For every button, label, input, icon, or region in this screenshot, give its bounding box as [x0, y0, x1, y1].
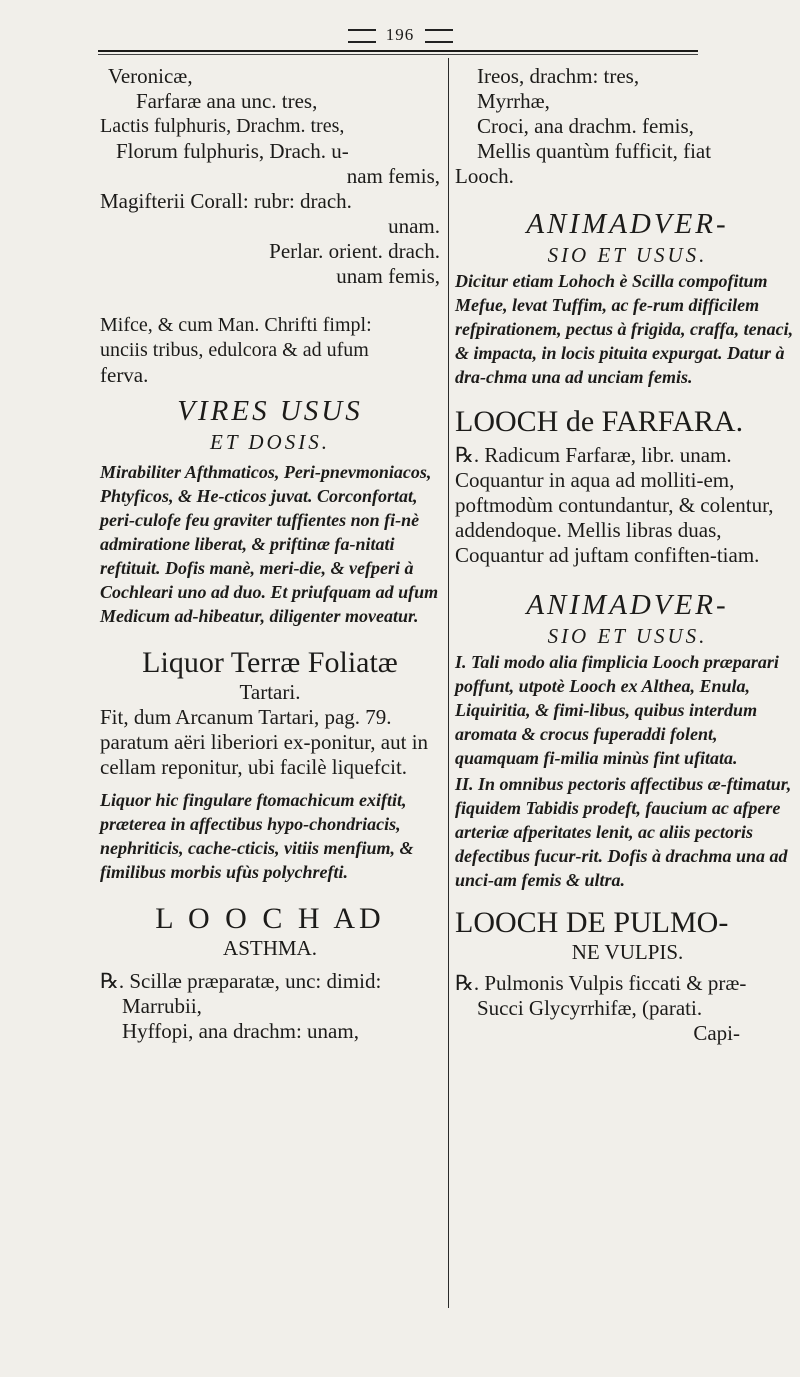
line: Myrrhæ, — [477, 89, 550, 113]
section-subheading: NE VULPIS. — [571, 940, 684, 964]
line: Farfaræ ana unc. tres, — [136, 89, 318, 113]
header-rule-thin — [98, 54, 698, 55]
line: ferva. — [100, 363, 149, 387]
line: unam femis, — [336, 264, 440, 288]
line: Ireos, drachm: tres, — [477, 64, 640, 88]
line: Perlar. orient. drach. — [269, 239, 440, 263]
section-heading: LOOCH de FARFARA. — [455, 405, 744, 438]
page-number: 196 — [385, 25, 415, 44]
line: Veronicæ, — [108, 64, 193, 88]
line: Marrubii, — [122, 994, 202, 1018]
line: Succi Glycyrrhifæ, (parati. — [477, 996, 703, 1020]
line: Hyffopi, ana drachm: unam, — [122, 1019, 359, 1043]
line: ℞. Scillæ præparatæ, unc: dimid: — [100, 969, 382, 993]
line: Magifterii Corall: rubr: drach. — [100, 189, 352, 213]
section-subheading: SIO ET USUS. — [547, 624, 708, 648]
paragraph: Dicitur etiam Lohoch è Scilla compofitum Mefue, levat Tuffim, ac fe-rum difficilem refpirationem, pectus à frigida, craffa, tenaci, & impacta, in locis pituita expurgat. Datur à dra-chma una ad unciam femis. — [455, 271, 794, 387]
section-heading: LOOCH DE PULMO- — [455, 906, 729, 939]
line: Croci, ana drachm. femis, — [477, 114, 694, 138]
line: nam femis, — [346, 164, 440, 188]
section-subheading: Tartari. — [239, 680, 301, 704]
line: Lactis fulphuris, Drachm. tres, — [100, 115, 345, 137]
section-heading: VIRES USUS — [177, 395, 363, 427]
column-divider — [448, 58, 449, 1308]
line: Looch. — [455, 164, 514, 188]
line: Florum fulphuris, Drach. u- — [116, 139, 349, 163]
paragraph: Mirabiliter Afthmaticos, Peri-pnevmoniacos, Phtyficos, & He-cticos juvat. Corconfortat, peri-culofe feu graviter tuffientes non fi-nè admiratione liberat, & priftinæ fa-nitati reftituit. Dofis manè, meri-die, & vefperi à Cochleari uno ad duo. Et priufquam ad ufum Medicum ad-hibeatur, diligenter moveatur. — [100, 462, 439, 626]
ornament-right — [425, 29, 453, 43]
paragraph: II. In omnibus pectoris affectibus æ-ftimatur, fiquidem Tabidis prodeft, faucium ac afpere arteriæ afperitates lenit, ac aliis pectoris defectibus fucur-rit. Dofis à drachma una ad unci-am femis & ultra. — [455, 774, 792, 890]
header-rule — [98, 50, 698, 52]
page-header — [150, 22, 650, 48]
left-column — [100, 64, 440, 1044]
section-subheading: SIO ET USUS. — [547, 243, 708, 267]
section-subheading: ET DOSIS. — [210, 430, 330, 454]
line: unciis tribus, edulcora & ad ufum — [100, 339, 369, 361]
paragraph: I. Tali modo alia fimplicia Looch præparari poffunt, utpotè Looch ex Althea, Enula, Liquiritia, & fimi-libus, quibus interdum aromata & crocus fuperaddi folent, quamquam fi-milia minùs fint ufitata. — [455, 652, 779, 768]
section-heading: ANIMADVER- — [526, 208, 729, 240]
line: unam. — [388, 214, 440, 238]
paragraph: ℞. Radicum Farfaræ, libr. unam. Coquantur in aqua ad molliti-em, poftmodùm contundantur, & colentur, addendoque. Mellis libras duas, Coquantur ad juftam confiften-tiam. — [455, 443, 774, 567]
line: Mifce, & cum Man. Chrifti fimpl: — [100, 314, 372, 336]
section-heading: Liquor Terræ Foliatæ — [142, 646, 398, 679]
section-heading: ANIMADVER- — [526, 589, 729, 621]
section-subheading: ASTHMA. — [223, 936, 317, 960]
right-column — [455, 64, 800, 1046]
section-heading: L O O C H AD — [155, 902, 385, 935]
paragraph: Fit, dum Arcanum Tartari, pag. 79. paratum aëri liberiori ex-ponitur, aut in cellam reponitur, ubi facilè liquefcit. — [100, 705, 429, 779]
paragraph: Liquor hic fingulare ftomachicum exiftit, præterea in affectibus hypo-chondriacis, nephriticis, cache-cticis, vitiis menfium, & fimilibus morbis ufùs polychrefti. — [100, 790, 414, 882]
line: ℞. Pulmonis Vulpis ficcati & præ- — [455, 971, 747, 995]
line: Capi- — [693, 1021, 740, 1045]
ornament-left — [348, 29, 376, 43]
line: Mellis quantùm fufficit, fiat — [477, 139, 712, 163]
